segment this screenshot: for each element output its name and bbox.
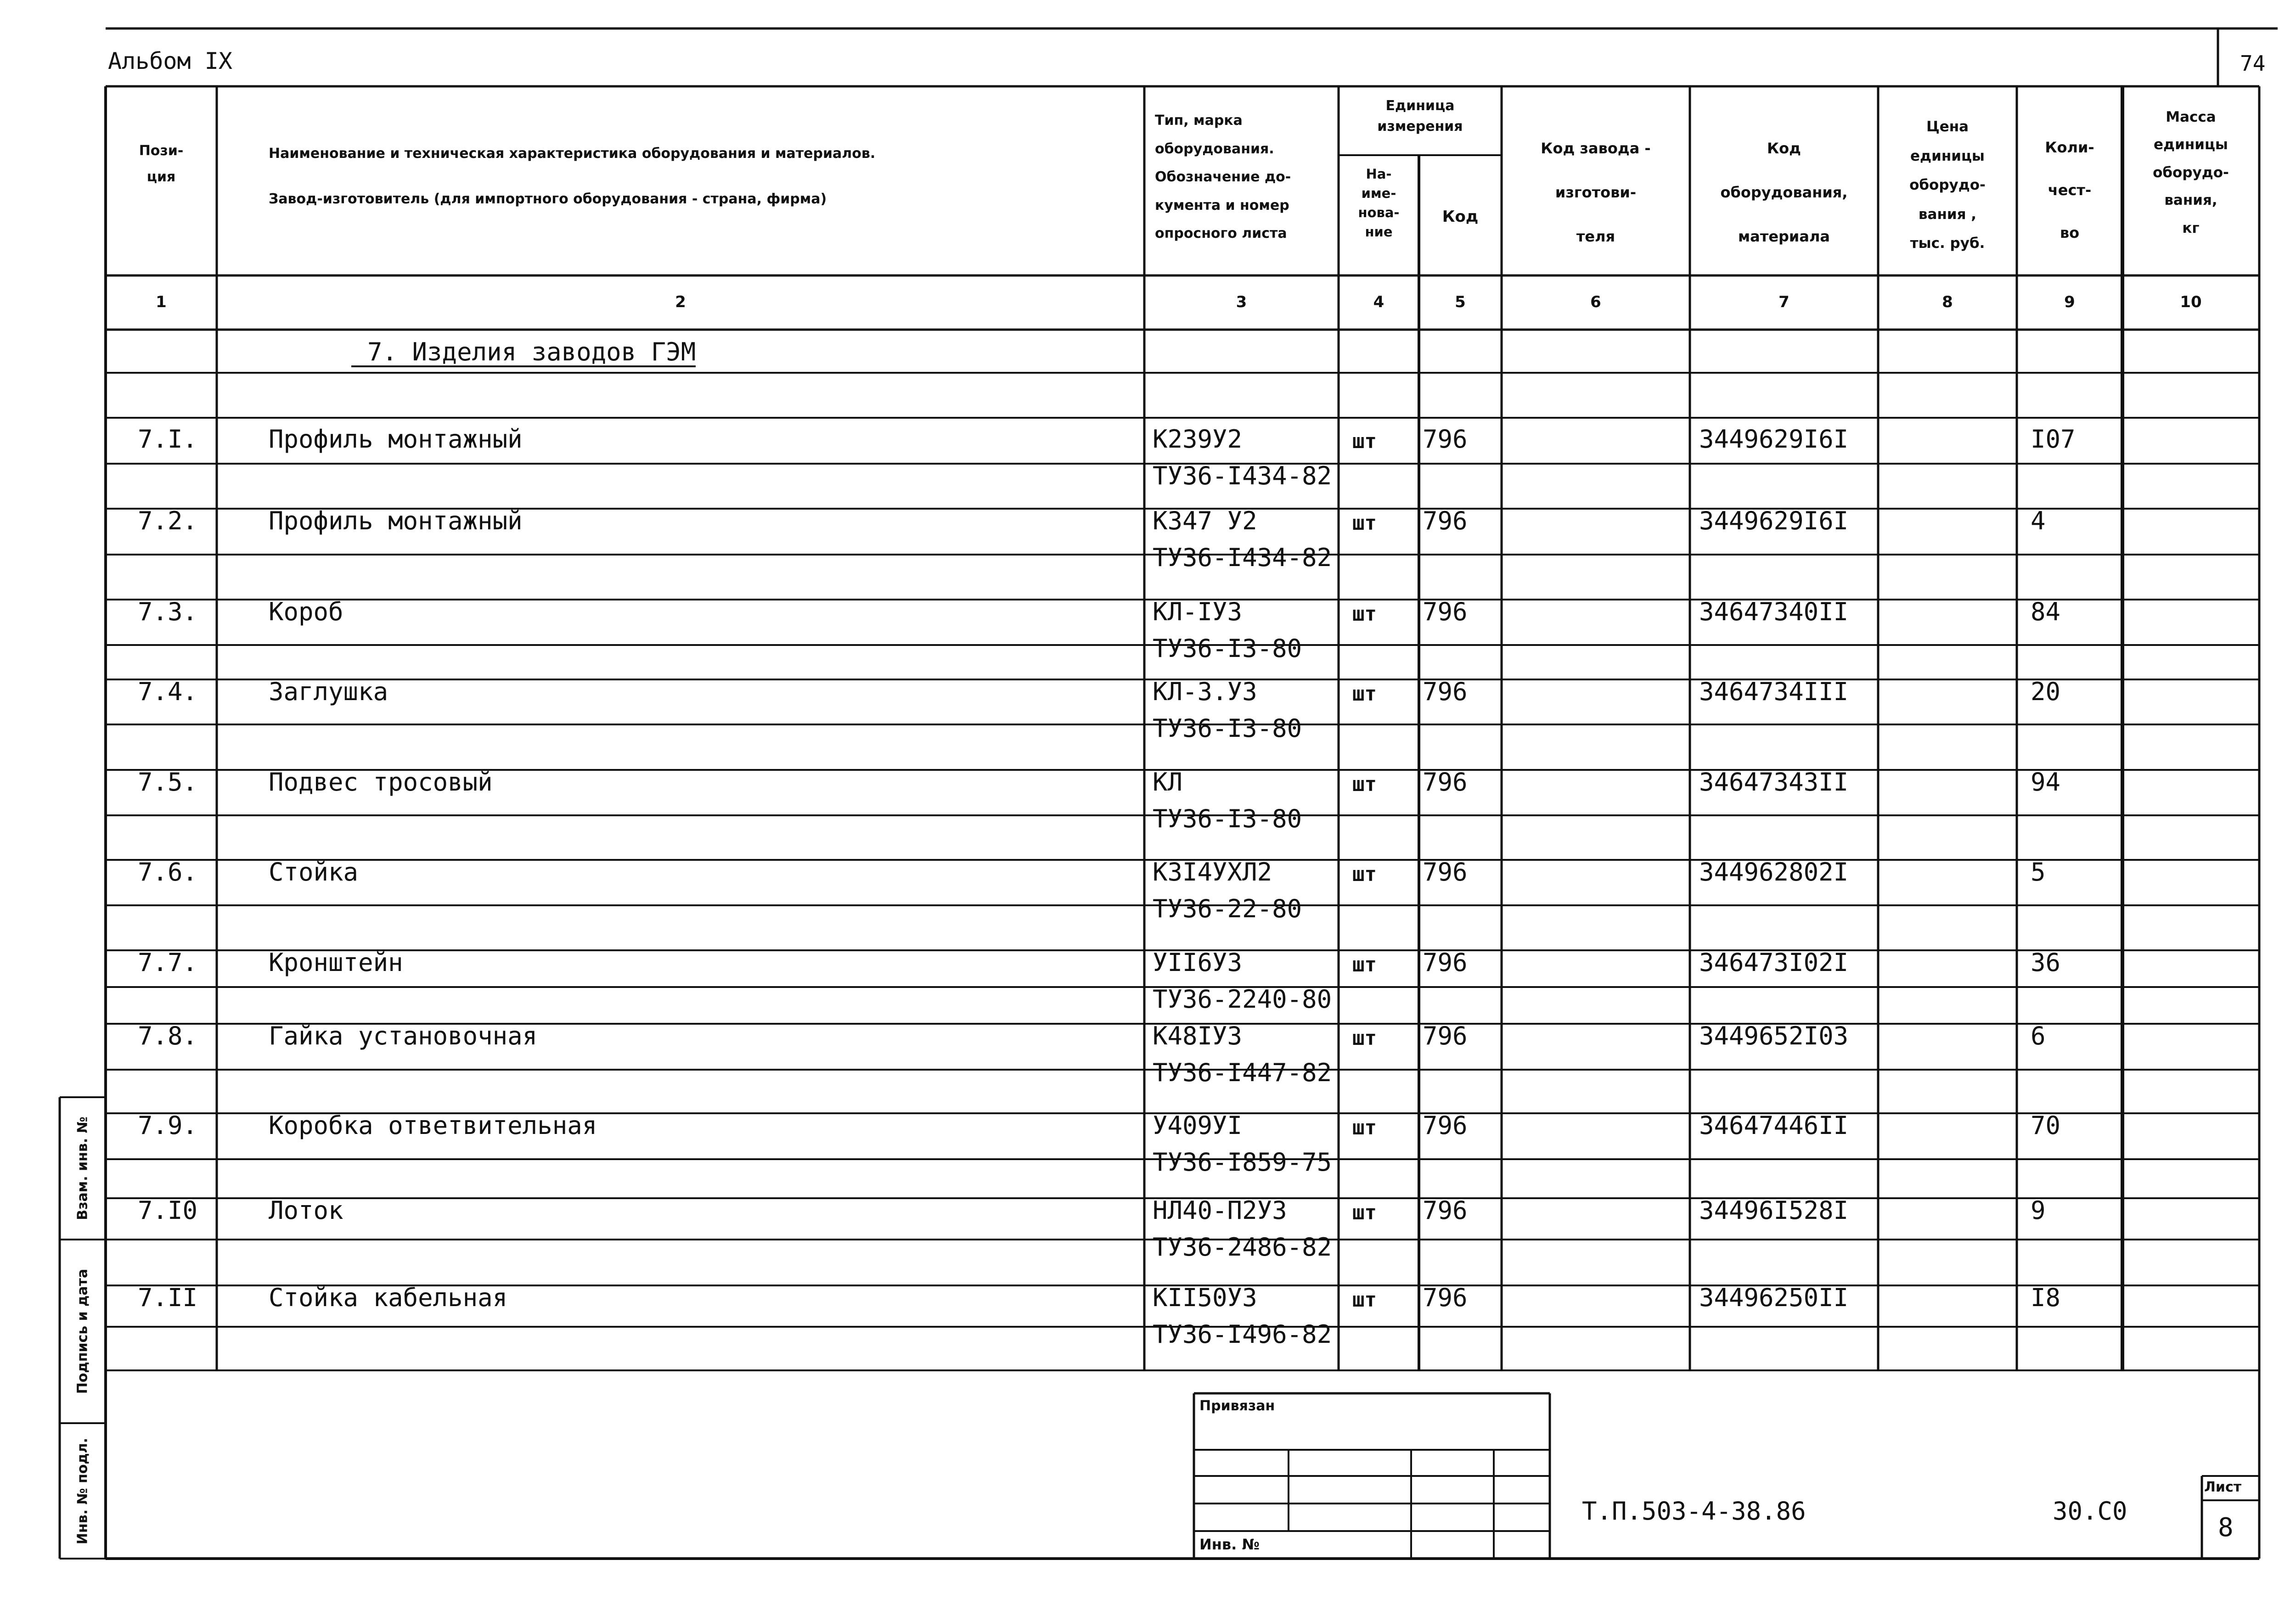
position-cell: 7.I0 — [138, 1196, 198, 1225]
name-cell: Гайка установочная — [269, 1021, 538, 1050]
unit-cell: шт — [1352, 430, 1377, 453]
document-cell: ТУ36-2240-80 — [1153, 985, 1332, 1014]
type-cell: КII50У3 — [1153, 1283, 1257, 1312]
quantity-cell: 70 — [2031, 1111, 2061, 1140]
name-cell: Лоток — [269, 1196, 343, 1225]
position-cell: 7.7. — [138, 948, 198, 977]
unit-cell: шт — [1352, 1288, 1377, 1312]
equipment-code-cell: 346473I02I — [1699, 948, 1849, 977]
name-cell: Профиль монтажный — [269, 425, 523, 454]
column-number: 8 — [1942, 293, 1953, 311]
document-code: Т.П.503-4-38.86 — [1582, 1497, 1806, 1526]
position-cell: 7.I. — [138, 425, 198, 454]
document-cell: ТУ36-22-80 — [1153, 894, 1302, 923]
position-cell: 7.6. — [138, 858, 198, 886]
header-mass: Масса единицы оборудо- вания, кг — [2153, 109, 2229, 236]
quantity-cell: 84 — [2031, 597, 2061, 626]
header-factory-code: Код завода - изготови- теля — [1541, 140, 1651, 245]
quantity-cell: 5 — [2031, 858, 2046, 886]
header-type: Тип, марка оборудования. Обозначение до- кумента и номер опросного листа — [1155, 112, 1291, 241]
section-title: 7. Изделия заводов ГЭМ — [367, 337, 696, 366]
side-label-inv-podl: Инв. № подл. — [74, 1437, 91, 1545]
name-cell: Стойка — [269, 858, 359, 886]
header-name: Наименование и техническая характеристика оборудования и материалов. Завод-изготовитель (для импортного оборудования - страна, фирма) — [269, 146, 876, 207]
header-unit-group: Единица измерения — [1377, 98, 1463, 135]
column-number: 7 — [1778, 293, 1790, 311]
name-cell: Профиль монтажный — [269, 506, 523, 535]
side-label-podpis: Подпись и дата — [74, 1268, 91, 1394]
equipment-code-cell: 34496250II — [1699, 1283, 1849, 1312]
header-quantity: Коли- чест- во — [2045, 139, 2094, 241]
unit-code-cell: 796 — [1423, 948, 1468, 977]
name-cell: Стойка кабельная — [269, 1283, 508, 1312]
unit-code-cell: 796 — [1423, 1111, 1468, 1140]
page-number: 74 — [2240, 51, 2266, 76]
column-number: 6 — [1590, 293, 1601, 311]
sheet-label: Лист — [2204, 1479, 2242, 1495]
column-number: 3 — [1236, 293, 1247, 311]
document-cell: ТУ36-I859-75 — [1153, 1148, 1332, 1177]
type-cell: КЛ-3.У3 — [1153, 677, 1257, 706]
column-number: 10 — [2180, 293, 2202, 311]
column-number: 5 — [1455, 293, 1466, 311]
equipment-code-cell: 3449629I6I — [1699, 425, 1849, 454]
inv-no-label: Инв. № — [1199, 1536, 1260, 1553]
type-cell: К347 У2 — [1153, 506, 1257, 535]
equipment-code-cell: 34647340II — [1699, 597, 1849, 626]
position-cell: 7.5. — [138, 768, 198, 797]
unit-code-cell: 796 — [1423, 768, 1468, 797]
quantity-cell: I8 — [2031, 1283, 2061, 1312]
document-cell: ТУ36-2486-82 — [1153, 1233, 1332, 1262]
header-unit-name: На- име- нова- ние — [1358, 166, 1400, 240]
name-cell: Короб — [269, 597, 343, 626]
type-cell: К48IУ3 — [1153, 1021, 1243, 1050]
unit-cell: шт — [1352, 511, 1377, 535]
album-code: 30.С0 — [2053, 1497, 2127, 1526]
type-cell: УII6У3 — [1153, 948, 1243, 977]
unit-cell: шт — [1352, 1027, 1377, 1050]
type-cell: К239У2 — [1153, 425, 1243, 454]
position-cell: 7.9. — [138, 1111, 198, 1140]
name-cell: Кронштейн — [269, 948, 403, 977]
sheet-number: 8 — [2218, 1513, 2234, 1543]
unit-code-cell: 796 — [1423, 1283, 1468, 1312]
unit-cell: шт — [1352, 953, 1377, 976]
position-cell: 7.2. — [138, 506, 198, 535]
unit-code-cell: 796 — [1423, 597, 1468, 626]
name-cell: Подвес тросовый — [269, 768, 493, 797]
position-cell: 7.3. — [138, 597, 198, 626]
column-number: 2 — [675, 293, 686, 311]
quantity-cell: 9 — [2031, 1196, 2046, 1225]
name-cell: Коробка ответвительная — [269, 1111, 597, 1140]
unit-cell: шт — [1352, 773, 1377, 796]
document-cell: ТУ36-I434-82 — [1153, 461, 1332, 490]
type-cell: У409УI — [1153, 1111, 1243, 1140]
type-cell: КЛ-IУ3 — [1153, 597, 1243, 626]
side-label-vzam: Взам. инв. № — [74, 1116, 91, 1220]
column-number: 9 — [2064, 293, 2075, 311]
equipment-code-cell: 34647446II — [1699, 1111, 1849, 1140]
unit-cell: шт — [1352, 1116, 1377, 1139]
quantity-cell: 4 — [2031, 506, 2046, 535]
position-cell: 7.4. — [138, 677, 198, 706]
equipment-code-cell: 3449629I6I — [1699, 506, 1849, 535]
unit-code-cell: 796 — [1423, 1196, 1468, 1225]
quantity-cell: 36 — [2031, 948, 2061, 977]
quantity-cell: 20 — [2031, 677, 2061, 706]
unit-code-cell: 796 — [1423, 506, 1468, 535]
position-cell: 7.II — [138, 1283, 198, 1312]
name-cell: Заглушка — [269, 677, 388, 706]
document-cell: ТУ36-I3-80 — [1153, 634, 1302, 663]
unit-code-cell: 796 — [1423, 677, 1468, 706]
document-cell: ТУ36-I447-82 — [1153, 1058, 1332, 1087]
quantity-cell: 6 — [2031, 1021, 2046, 1050]
document-cell: ТУ36-I434-82 — [1153, 543, 1332, 572]
quantity-cell: I07 — [2031, 425, 2076, 454]
equipment-code-cell: 3464734III — [1699, 677, 1849, 706]
unit-cell: шт — [1352, 863, 1377, 886]
equipment-code-cell: 34496I528I — [1699, 1196, 1849, 1225]
header-equipment-code: Код оборудования, материала — [1720, 140, 1848, 245]
album-label: Альбом IX — [108, 48, 232, 74]
type-cell: КЛ — [1153, 768, 1183, 797]
equipment-code-cell: 3449652I03 — [1699, 1021, 1849, 1050]
type-cell: К3I4УХЛ2 — [1153, 858, 1272, 886]
unit-cell: шт — [1352, 682, 1377, 706]
header-price: Цена единицы оборудо- вания , тыс. руб. — [1909, 118, 1986, 252]
document-cell: ТУ36-I3-80 — [1153, 804, 1302, 833]
privyazan-label: Привязан — [1199, 1398, 1275, 1414]
unit-code-cell: 796 — [1423, 1021, 1468, 1050]
unit-code-cell: 796 — [1423, 425, 1468, 454]
unit-code-cell: 796 — [1423, 858, 1468, 886]
type-cell: НЛ40-П2У3 — [1153, 1196, 1287, 1225]
unit-cell: шт — [1352, 602, 1377, 626]
document-cell: ТУ36-I3-80 — [1153, 714, 1302, 743]
equipment-code-cell: 34647343II — [1699, 768, 1849, 797]
equipment-code-cell: 344962802I — [1699, 858, 1849, 886]
unit-cell: шт — [1352, 1201, 1377, 1224]
column-number: 1 — [156, 293, 167, 311]
document-cell: ТУ36-I496-82 — [1153, 1320, 1332, 1349]
header-unit-code: Код — [1442, 208, 1479, 226]
position-cell: 7.8. — [138, 1021, 198, 1050]
header-position: Пози- ция — [139, 143, 184, 185]
quantity-cell: 94 — [2031, 768, 2061, 797]
column-number: 4 — [1373, 293, 1384, 311]
